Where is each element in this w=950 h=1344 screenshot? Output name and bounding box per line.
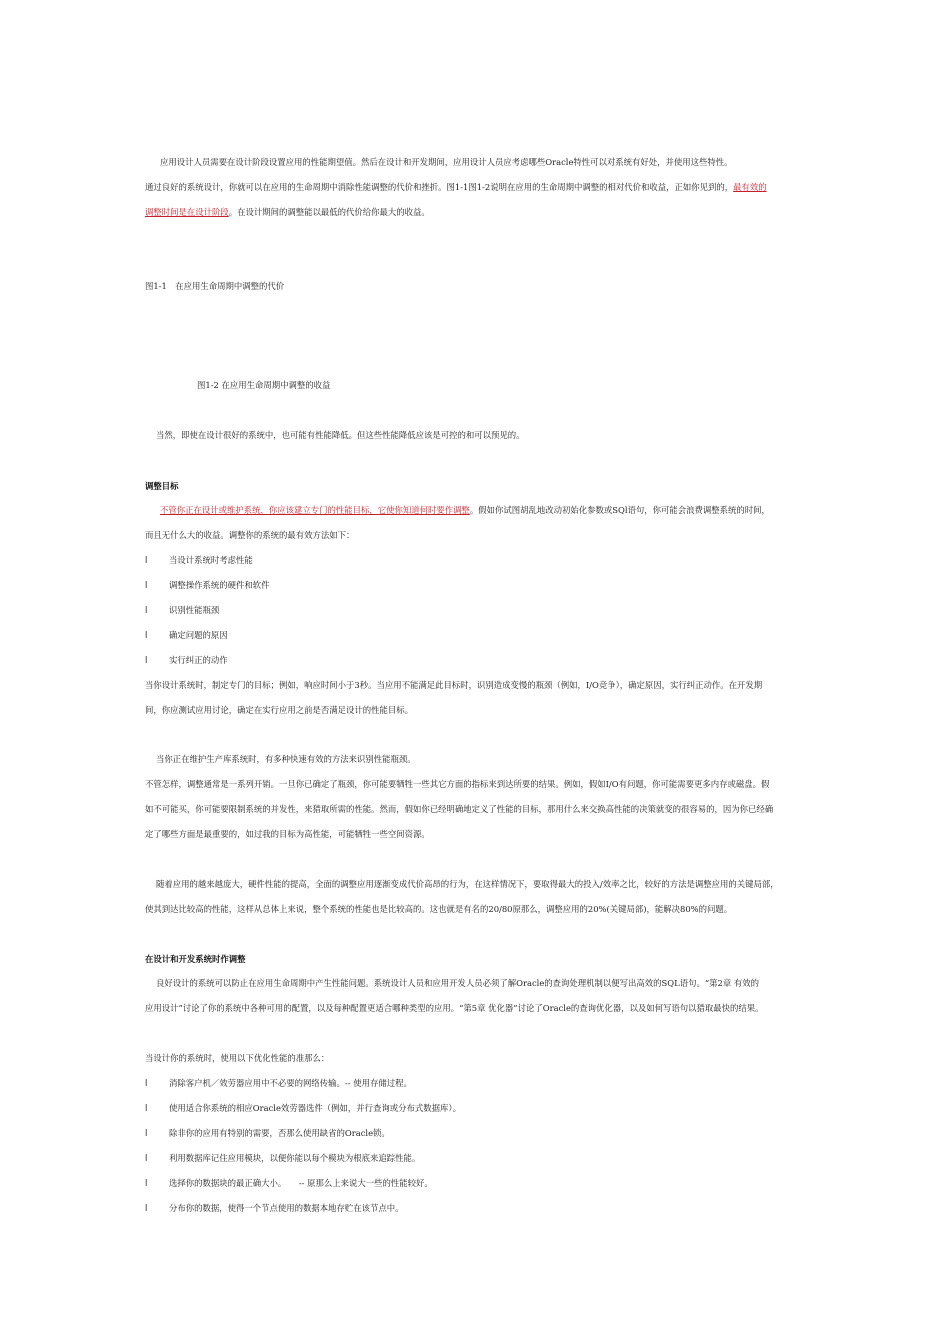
goals-bullet-text: 识别性能瓶颈: [169, 605, 220, 615]
design-paragraph-1-line-2: 应用设计”讨论了你的系统中各种可用的配置，以及每种配置更适合哪种类型的应用。“第5章 优化器”讨论了Oracle的查询优化器，以及如何写语句以猎取最快的结果。: [145, 1003, 764, 1013]
bullet-marker: l: [145, 630, 148, 640]
intro-p2-text: 通过良好的系统设计，你就可以在应用的生命周期中消除性能调整的代价和挫折。图1-1图1-2说明在应用的生命周期中调整的相对代价和收益，正如你见到的，: [145, 182, 734, 192]
goals-bullet-text: 调整操作系统的硬件和软件: [169, 580, 270, 590]
bullet-marker: l: [145, 655, 148, 665]
goals-paragraph-1-line-2: 而且无什么大的收益。调整你的系统的最有效方法如下：: [145, 530, 355, 540]
bullet-marker: l: [145, 605, 148, 615]
design-bullet-text: 选择你的数据块的最正确大小。 -- 原那么上来说大一些的性能较好。: [169, 1178, 433, 1188]
bullet-marker: l: [145, 1203, 148, 1213]
goals-paragraph-5-line-2: 使其到达比较高的性能，这样从总体上来说，整个系统的性能也是比较高的。这也就是有名的20/80原那么，调整应用的20%(关键局部)，能解决80%的问题。: [145, 904, 733, 914]
bullet-marker: l: [145, 1153, 148, 1163]
goals-bullet-text: 当设计系统时考虑性能: [169, 555, 253, 565]
goals-p1-text: 。假如你试图胡乱地改动初始化参数或SQl语句，你可能会浪费调整系统的时间，: [469, 505, 770, 515]
goals-bullet-text: 确定问题的原因: [169, 630, 228, 640]
goals-paragraph-4-line-3: 定了哪些方面是最重要的，如过我的目标为高性能，可能牺牲一些空间资源。: [145, 829, 430, 839]
bullet-marker: l: [145, 555, 148, 565]
bullet-marker: l: [145, 1128, 148, 1138]
goals-paragraph-5-line-1: 随着应用的越来越庞大，硬件性能的提高，全面的调整应用逐渐变成代价高昂的行为，在这样情况下，要取得最大的投入/效率之比，较好的方法是调整应用的关键局部，: [156, 879, 779, 889]
figure-1-caption: 图1-1 在应用生命周期中调整的代价: [145, 281, 285, 291]
intro-p2-text-end: 。在设计期间的调整能以最低的代价给你最大的收益。: [228, 207, 430, 217]
bullet-marker: l: [145, 1103, 148, 1113]
design-paragraph-2: 当设计你的系统时，使用以下优化性能的准那么：: [145, 1053, 330, 1063]
goals-bullet-text: 实行纠正的动作: [169, 655, 228, 665]
design-heading: 在设计和开发系统时作调整: [145, 954, 246, 964]
goals-paragraph-2-line-1: 当你设计系统时，制定专门的目标；例如，响应时间小于3秒。当应用不能满足此目标时，识别造成变慢的瓶颈（例如，I/O竞争），确定原因，实行纠正动作。在开发期: [145, 680, 763, 690]
design-bullet-text: 使用适合你系统的相应Oracle效劳器选件（例如，并行查询或分布式数据库）。: [169, 1103, 461, 1113]
design-bullet-text: 消除客户机／效劳器应用中不必要的网络传输。-- 使用存储过程。: [169, 1078, 412, 1088]
goals-paragraph-3: 当你正在维护生产库系统时，有多种快速有效的方法来识别性能瓶颈。: [156, 754, 416, 764]
bullet-marker: l: [145, 1078, 148, 1088]
design-bullet-text: 利用数据库记住应用模块，以便你能以每个模块为根底来追踪性能。: [169, 1153, 421, 1163]
goals-p1-highlight: 不管你正在设计或维护系统，你应该建立专门的性能目标，它使你知道何时要作调整: [160, 505, 470, 515]
figure-2-caption: 图1-2 在应用生命周期中调整的收益: [197, 380, 331, 390]
goals-heading: 调整目标: [145, 481, 179, 491]
intro-p2-highlight-2: 调整时间是在设计阶段: [145, 207, 229, 217]
intro-paragraph-2-line-2: [145, 206, 430, 218]
bullet-marker: l: [145, 1178, 148, 1188]
goals-paragraph-4-line-2: 如不可能买，你可能要限制系统的并发性，来猎取所需的性能。然而，假如你已经明确地定义了性能的目标，那用什么来交换高性能的决策就变的很容易的，因为你已经确: [145, 804, 774, 814]
design-bullet-text: 除非你的应用有特别的需要，否那么使用缺省的Oracle锁。: [169, 1128, 390, 1138]
intro-p2-highlight-1: 最有效的: [733, 182, 767, 192]
note-paragraph: 当然，即使在设计很好的系统中，也可能有性能降低。但这些性能降低应该是可控的和可以预见的。: [156, 430, 525, 440]
design-paragraph-1-line-1: 良好设计的系统可以防止在应用生命周期中产生性能问题。系统设计人员和应用开发人员必须了解Oracle的查询处理机制以便写出高效的SQL语句。“第2章 有效的: [156, 978, 759, 988]
bullet-marker: l: [145, 580, 148, 590]
intro-paragraph-1: 应用设计人员需要在设计阶段设置应用的性能期望值。然后在设计和开发期间，应用设计人员应考虑哪些Oracle特性可以对系统有好处，并使用这些特性。: [160, 157, 733, 167]
design-bullet-text: 分布你的数据，使得一个节点使用的数据本地存贮在该节点中。: [169, 1203, 404, 1213]
goals-paragraph-1-line-1: [160, 504, 770, 516]
goals-paragraph-2-line-2: 间，你应测试应用讨论，确定在实行应用之前是否满足设计的性能目标。: [145, 705, 413, 715]
intro-paragraph-2-line-1: [145, 181, 767, 193]
goals-paragraph-4-line-1: 不管怎样，调整通常是一系列开销。一旦你已确定了瓶颈，你可能要牺牲一些其它方面的指标来到达所要的结果。例如，假如I/O有问题，你可能需要更多内存或磁盘。假: [145, 779, 770, 789]
